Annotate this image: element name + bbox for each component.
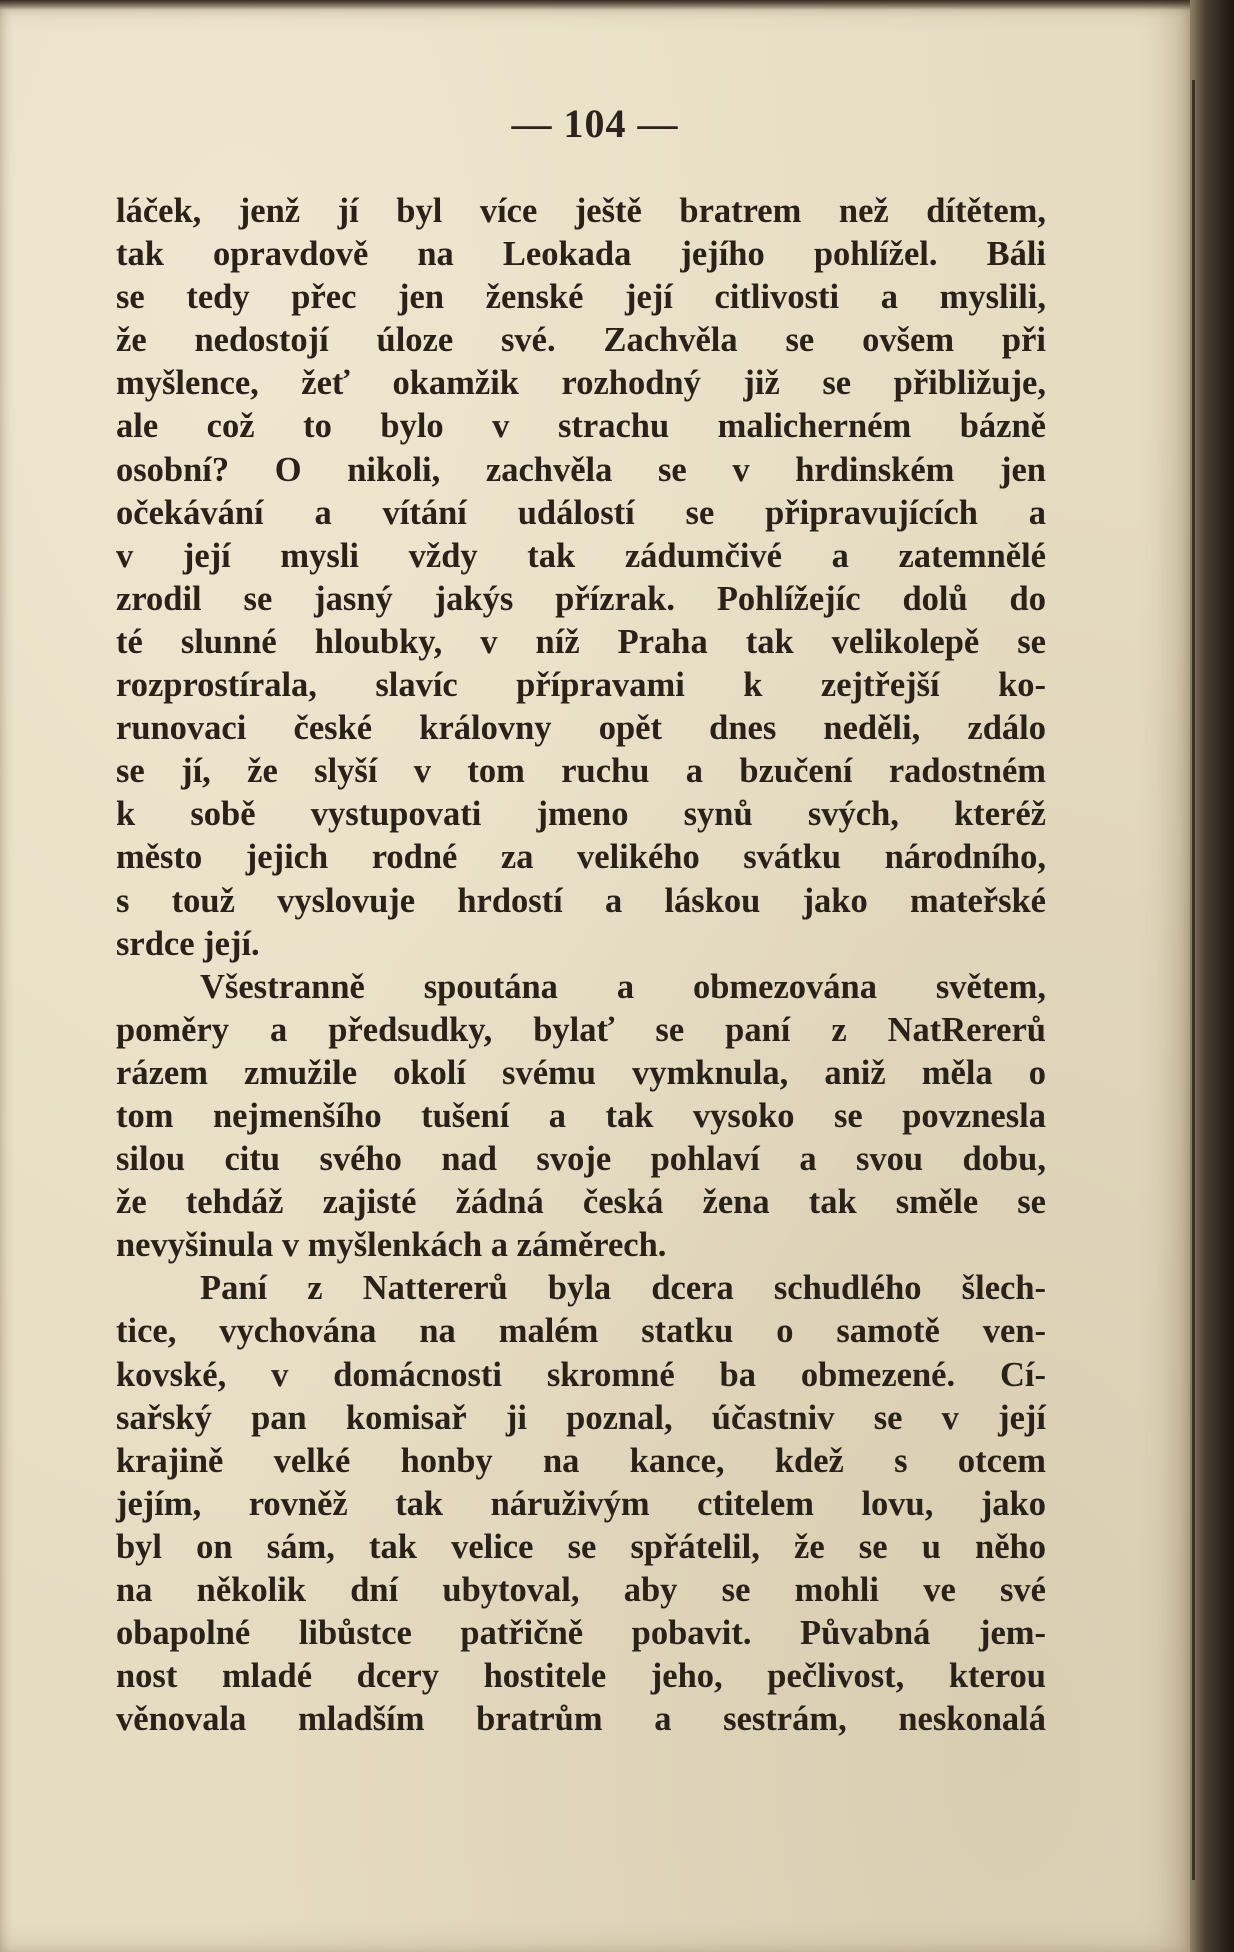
page-gutter-line: [1192, 80, 1195, 1880]
text-line: té slunné hloubky, v níž Praha tak velikolepě se: [116, 622, 1046, 661]
text-line: se jí, že slyší v tom ruchu a bzučení radostném: [116, 752, 1046, 791]
text-line: sařský pan komisař ji poznal, účastniv se v její: [116, 1398, 1046, 1437]
text-line: rázem zmužile okolí svému vymknula, aniž měla o: [116, 1053, 1046, 1092]
text-line: osobní? O nikoli, zachvěla se v hrdinském jen: [116, 450, 1046, 489]
text-line: k sobě vystupovati jmeno synů svých, kteréž: [116, 795, 1046, 834]
text-line: obapolné libůstce patřičně pobavit. Půvabná jem-: [116, 1614, 1046, 1653]
text-line: ale což to bylo v strachu malicherném bázně: [116, 407, 1046, 446]
text-line: že tehdáž zajisté žádná česká žena tak směle se: [116, 1183, 1046, 1222]
paragraph-start-line: Všestranně spoutána a obmezována světem,: [200, 967, 1046, 1006]
text-line: tice, vychována na malém statku o samotě ven-: [116, 1312, 1046, 1351]
page-number: — 104 —: [511, 101, 679, 146]
text-line: myšlence, žeť okamžik rozhodný již se přibližuje,: [116, 364, 1046, 403]
text-line: v její mysli vždy tak zádumčivé a zatemnělé: [116, 536, 1046, 575]
paragraph-end-line: nevyšinula v myšlenkách a záměrech.: [116, 1226, 667, 1265]
paragraph-start-line: Paní z Nattererů byla dcera schudlého šlech-: [200, 1269, 1046, 1308]
text-line: jejím, rovněž tak náruživým ctitelem lovu, jako: [116, 1484, 1046, 1523]
book-spine-edge: [1190, 0, 1234, 1952]
text-line: věnovala mladším bratrům a sestrám, neskonalá: [116, 1700, 1046, 1739]
text-line: že nedostojí úloze své. Zachvěla se ovšem při: [116, 321, 1046, 360]
text-line: byl on sám, tak velice se spřátelil, že se u něho: [116, 1527, 1046, 1566]
body-text: [116, 190, 1046, 1741]
text-line: láček, jenž jí byl více ještě bratrem než dítětem,: [116, 192, 1046, 230]
text-line: se tedy přec jen ženské její citlivosti a myslili,: [116, 278, 1046, 317]
text-line: runovaci české královny opět dnes neděli, zdálo: [116, 709, 1046, 748]
text-line: na několik dní ubytoval, aby se mohli ve své: [116, 1571, 1046, 1609]
page-top-shadow: [0, 0, 1190, 10]
text-line: zrodil se jasný jakýs přízrak. Pohlížejíc dolů do: [116, 579, 1046, 618]
text-line: nost mladé dcery hostitele jeho, pečlivost, kterou: [116, 1657, 1046, 1696]
paragraph-end-line: srdce její.: [116, 924, 260, 963]
text-line: silou citu svého nad svoje pohlaví a svou dobu,: [116, 1140, 1046, 1179]
text-line: kovské, v domácnosti skromné ba obmezené. Cí-: [116, 1355, 1046, 1394]
text-line: tom nejmenšího tušení a tak vysoko se povznesla: [116, 1096, 1046, 1135]
text-line: poměry a předsudky, bylať se paní z NatRererů: [116, 1010, 1046, 1049]
text-line: s touž vyslovuje hrdostí a láskou jako mateřské: [116, 881, 1046, 920]
text-line: tak opravdově na Leokada jejího pohlížel. Báli: [116, 235, 1046, 274]
text-line: rozprostírala, slavíc přípravami k zejtřejší ko-: [116, 666, 1046, 705]
text-line: očekávání a vítání událostí se připravujících a: [116, 493, 1046, 532]
text-line: město jejich rodné za velikého svátku národního,: [116, 838, 1046, 877]
text-line: krajině velké honby na kance, kdež s otcem: [116, 1441, 1046, 1480]
